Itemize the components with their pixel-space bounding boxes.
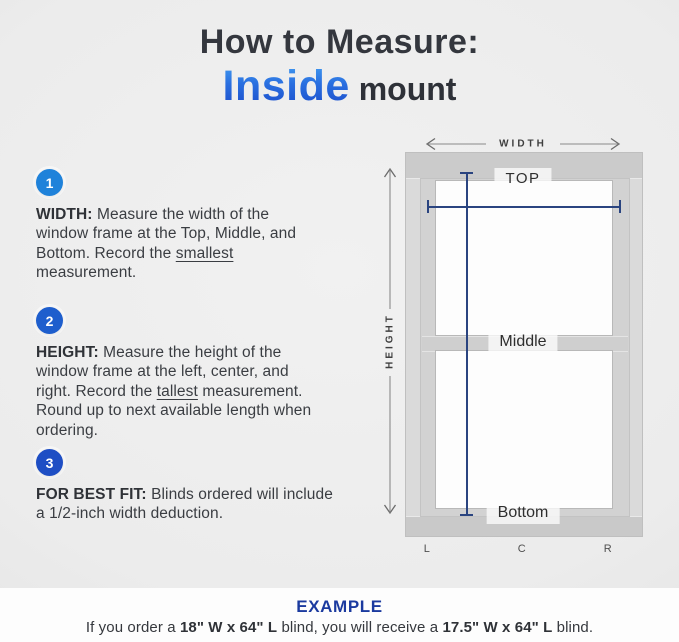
step-1 xyxy=(36,169,366,283)
tick-label-right: R xyxy=(603,543,613,555)
label-bottom: Bottom xyxy=(487,502,560,524)
step-1-number-badge: 1 xyxy=(36,169,63,196)
example-text: If you order a 18" W x 64" L blind, you will receive a 17.5" W x 64" L blind. xyxy=(85,619,594,636)
tick-label-center: C xyxy=(517,543,527,555)
page-subtitle xyxy=(0,63,679,110)
step-3-text: FOR BEST FIT: Blinds ordered will include a 1/2-inch width deduction. xyxy=(36,486,333,523)
step-3 xyxy=(36,449,366,524)
height-measure-line xyxy=(460,172,473,516)
label-middle: Middle xyxy=(488,331,557,353)
subtitle-rest: mount xyxy=(349,71,457,108)
step-2 xyxy=(36,307,366,440)
width-arrow xyxy=(424,136,622,152)
example-heading: EXAMPLE xyxy=(296,597,383,616)
step-1-text: WIDTH: Measure the width of the window frame at the Top, Middle, and Bottom. Record the smallest measurement. xyxy=(36,206,297,282)
width-arrow-label: WIDTH xyxy=(499,138,547,150)
step-3-number-badge: 3 xyxy=(36,449,63,476)
height-arrow xyxy=(382,166,398,516)
subtitle-highlight: Inside xyxy=(222,62,350,111)
tick-label-left: L xyxy=(423,543,431,555)
step-2-number-badge: 2 xyxy=(36,307,63,334)
label-top: TOP xyxy=(494,168,551,189)
example-section xyxy=(0,588,679,642)
width-measure-line xyxy=(427,200,621,213)
page-title: How to Measure: xyxy=(199,23,480,61)
step-2-text: HEIGHT: Measure the height of the window frame at the left, center, and right. Record the tallest measurement. Round up to next available length when ordering. xyxy=(36,344,312,439)
height-arrow-label: HEIGHT xyxy=(384,313,396,369)
title-block xyxy=(0,24,679,111)
